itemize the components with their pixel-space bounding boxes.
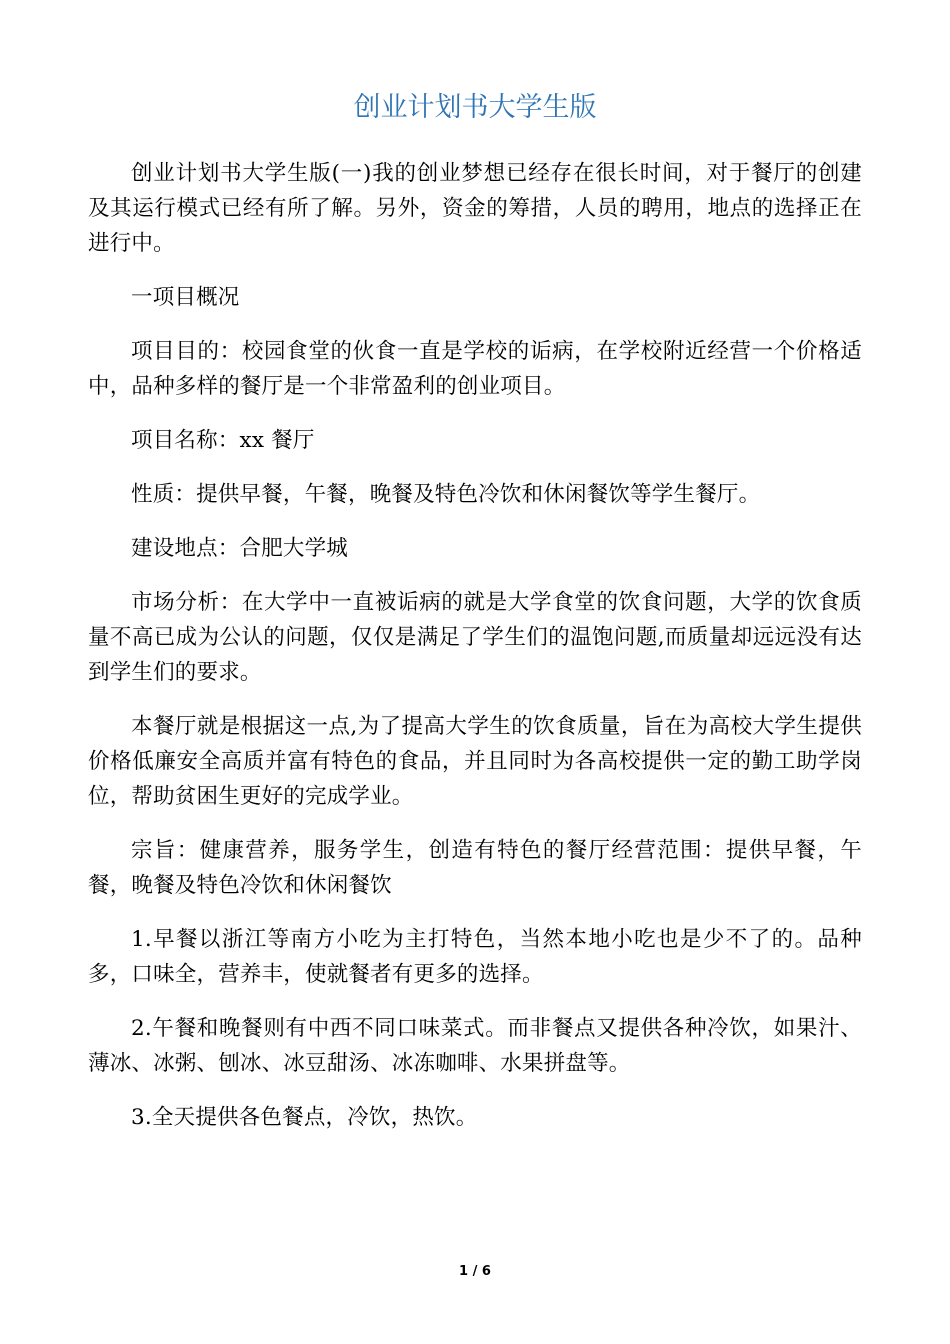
list-item-lunch-dinner: 2.午餐和晚餐则有中西不同口味菜式。而非餐点又提供各种冷饮，如果汁、薄冰、冰粥、刨冰、冰豆甜汤、冰冻咖啡、水果拼盘等。 (88, 1016, 862, 1076)
document-body (88, 156, 862, 1135)
paragraph-market-analysis: 市场分析：在大学中一直被诟病的就是大学食堂的饮食问题，大学的饮食质量不高已成为公认的问题，仅仅是满足了学生们的温饱问题,而质量却远远没有达到学生们的要求。 (88, 590, 862, 685)
list-item-all-day: 3.全天提供各色餐点，冷饮，热饮。 (131, 1105, 478, 1130)
list-item-breakfast: 1.早餐以浙江等南方小吃为主打特色，当然本地小吃也是少不了的。品种多，口味全，营养丰，使就餐者有更多的选择。 (88, 927, 862, 987)
section-heading-overview: 一项目概况 (131, 285, 240, 310)
page-number: 1 / 6 (459, 1264, 491, 1279)
paragraph-project-purpose: 项目目的：校园食堂的伙食一直是学校的诟病，在学校附近经营一个价格适中，品种多样的餐厅是一个非常盈利的创业项目。 (88, 339, 862, 399)
paragraph-intro: 创业计划书大学生版(一)我的创业梦想已经存在很长时间，对于餐厅的创建及其运行模式已经有所了解。另外，资金的筹措，人员的聘用，地点的选择正在进行中。 (88, 161, 862, 256)
paragraph-mission-scope: 宗旨：健康营养，服务学生，创造有特色的餐厅经营范围：提供早餐，午餐，晚餐及特色冷饮和休闲餐饮 (88, 838, 862, 898)
paragraph-location: 建设地点：合肥大学城 (131, 536, 349, 561)
paragraph-restaurant-goal: 本餐厅就是根据这一点,为了提高大学生的饮食质量，旨在为高校大学生提供价格低廉安全高质并富有特色的食品，并且同时为各高校提供一定的勤工助学岗位，帮助贫困生更好的完成学业。 (88, 714, 862, 809)
document-page (88, 86, 862, 1154)
document-title: 创业计划书大学生版 (353, 92, 597, 123)
paragraph-project-name: 项目名称：xx 餐厅 (131, 428, 315, 453)
paragraph-nature: 性质：提供早餐，午餐，晚餐及特色冷饮和休闲餐饮等学生餐厅。 (131, 482, 761, 507)
